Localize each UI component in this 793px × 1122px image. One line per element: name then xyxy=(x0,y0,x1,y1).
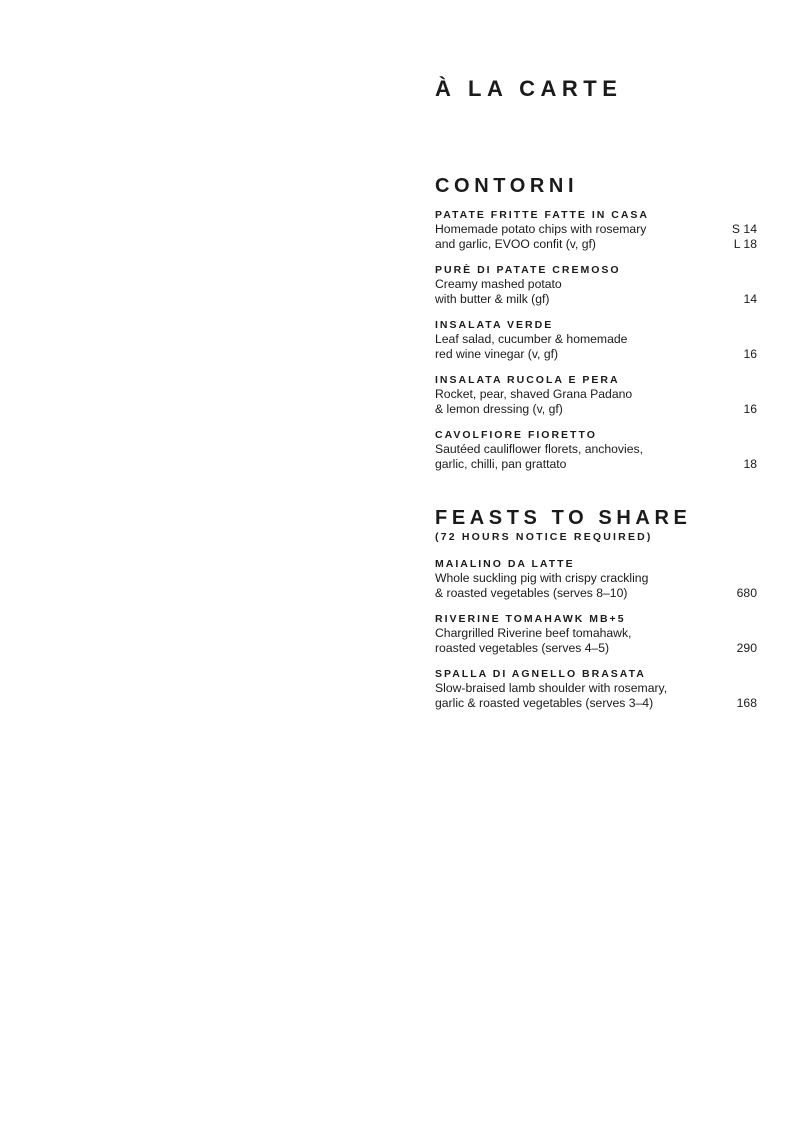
item-description-line: Chargrilled Riverine beef tomahawk, xyxy=(435,626,632,640)
item-description xyxy=(435,442,757,472)
item-description-line: and garlic, EVOO confit (v, gf) xyxy=(435,237,596,251)
item-description-line: Slow-braised lamb shoulder with rosemary, xyxy=(435,681,668,695)
item-description-line: garlic & roasted vegetables (serves 3–4) xyxy=(435,696,654,710)
item-name: INSALATA VERDE xyxy=(435,319,554,331)
menu-item xyxy=(435,612,757,656)
item-name: MAIALINO DA LATTE xyxy=(435,558,575,570)
item-price-value: 290 xyxy=(736,641,757,655)
item-name: RIVERINE TOMAHAWK MB+5 xyxy=(435,613,626,625)
item-name: PURÈ DI PATATE CREMOSO xyxy=(435,264,621,276)
item-price-value: 14 xyxy=(743,292,757,306)
menu-item xyxy=(435,428,757,472)
contorni-title: CONTORNI xyxy=(435,175,579,197)
item-description-line: & roasted vegetables (serves 8–10) xyxy=(435,586,628,600)
menu-item xyxy=(435,318,757,362)
item-name: SPALLA DI AGNELLO BRASATA xyxy=(435,668,646,680)
item-price xyxy=(743,457,757,472)
feasts-subtitle: (72 HOURS NOTICE REQUIRED) xyxy=(435,531,653,543)
item-price xyxy=(737,586,757,601)
item-description xyxy=(435,571,757,601)
item-description-line: garlic, chilli, pan grattato xyxy=(435,457,567,471)
item-price-large: L 18 xyxy=(733,237,757,251)
item-price xyxy=(743,347,757,362)
menu-item xyxy=(435,557,757,601)
feasts-title: FEASTS TO SHARE xyxy=(435,507,692,529)
item-description xyxy=(435,626,757,656)
item-description-line: Creamy mashed potato xyxy=(435,277,562,291)
item-price xyxy=(743,402,757,417)
menu-item xyxy=(435,667,757,711)
item-price xyxy=(732,222,757,252)
item-name: PATATE FRITTE FATTE IN CASA xyxy=(435,209,650,221)
item-description-line: Whole suckling pig with crispy crackling xyxy=(435,571,649,585)
page-title: À LA CARTE xyxy=(435,76,623,101)
item-description-line: Rocket, pear, shaved Grana Padano xyxy=(435,387,633,401)
item-description-line: Leaf salad, cucumber & homemade xyxy=(435,332,628,346)
item-price-value: 18 xyxy=(743,457,757,471)
item-price-value: 16 xyxy=(743,347,757,361)
item-price-value: 16 xyxy=(743,402,757,416)
item-name: CAVOLFIORE FIORETTO xyxy=(435,429,597,441)
item-price xyxy=(737,696,757,711)
item-price xyxy=(743,292,757,307)
item-price-small: S 14 xyxy=(731,222,757,236)
menu-item xyxy=(435,208,757,252)
menu-item xyxy=(435,263,757,307)
item-description-line: red wine vinegar (v, gf) xyxy=(435,347,559,361)
item-description-line: roasted vegetables (serves 4–5) xyxy=(435,641,610,655)
item-price-value: 680 xyxy=(736,586,757,600)
item-description xyxy=(435,332,757,362)
item-description-line: Sautéed cauliflower florets, anchovies, xyxy=(435,442,643,456)
item-description xyxy=(435,222,757,252)
item-description-line: with butter & milk (gf) xyxy=(435,292,550,306)
item-description xyxy=(435,681,757,711)
item-description-line: Homemade potato chips with rosemary xyxy=(435,222,647,236)
item-price-value: 168 xyxy=(736,696,757,710)
menu-item xyxy=(435,373,757,417)
item-description xyxy=(435,387,757,417)
contorni-section xyxy=(435,174,757,198)
item-name: INSALATA RUCOLA E PERA xyxy=(435,374,620,386)
item-price xyxy=(737,641,757,656)
item-description xyxy=(435,277,757,307)
item-description-line: & lemon dressing (v, gf) xyxy=(435,402,563,416)
feasts-section xyxy=(435,506,757,543)
